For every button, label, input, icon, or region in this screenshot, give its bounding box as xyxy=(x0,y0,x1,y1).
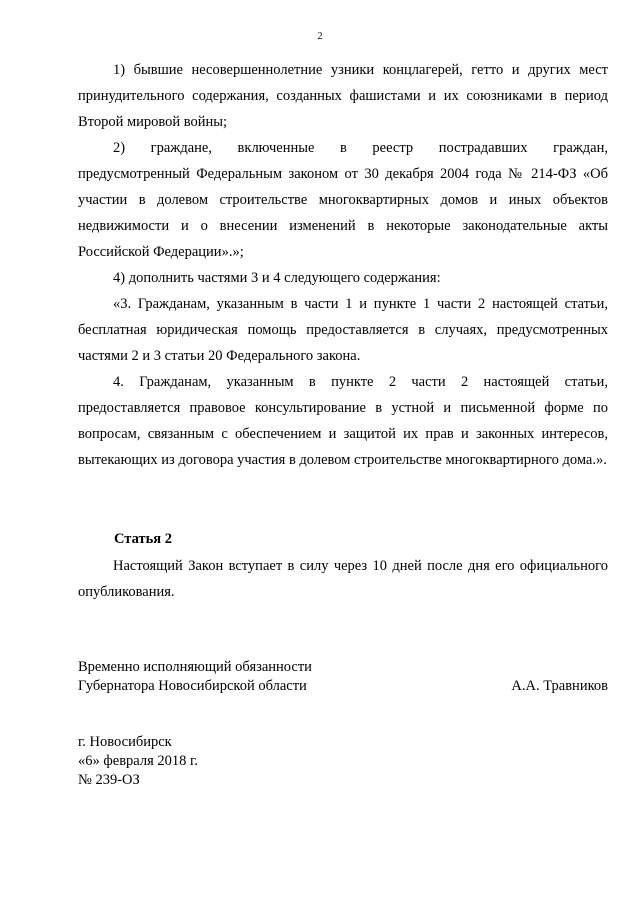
place-date-block xyxy=(78,733,198,790)
paragraph-former-prisoners: 1) бывшие несовершеннолетние узники концлагерей, гетто и других мест принудительного содержания, созданных фашистами и их союзниками в период Второй мировой войны; xyxy=(78,62,608,130)
signatory-name: А.А. Травников xyxy=(511,678,608,694)
article-body xyxy=(78,553,608,605)
law-number: № 239-ОЗ xyxy=(78,772,140,788)
signature-block xyxy=(78,658,608,696)
page-number: 2 xyxy=(317,31,323,42)
article-2-text: Настоящий Закон вступает в силу через 10 дней после дня его официального опубликования. xyxy=(78,558,608,600)
signatory-title-line-2: Губернатора Новосибирской области xyxy=(78,678,307,694)
paragraph-registry-citizens: 2) граждане, включенные в реестр пострадавших граждан, предусмотренный Федеральным законом от 30 декабря 2004 года № 214-ФЗ «Об участии в долевом строительстве многоквартирных домов и иных объектов недвижимости и о внесении изменений в некоторые законодательные акты Российской Федерации».»; xyxy=(78,140,608,260)
paragraph-part-3: «3. Гражданам, указанным в части 1 и пункте 1 части 2 настоящей статьи, бесплатная юридическая помощь предоставляется в случаях, предусмотренных частями 2 и 3 статьи 20 Федерального закона. xyxy=(78,296,608,364)
paragraph-part-4: 4. Гражданам, указанным в пункте 2 части 2 настоящей статьи, предоставляется правовое консультирование в устной и письменной форме по вопросам, связанным с обеспечением и защитой их прав и законных интересов, вытекающих из договора участия в долевом строительстве многоквартирного дома.». xyxy=(78,374,608,468)
city: г. Новосибирск xyxy=(78,734,172,750)
document-body xyxy=(78,57,608,473)
paragraph-amendment-intro: 4) дополнить частями 3 и 4 следующего содержания: xyxy=(113,270,441,286)
date: «6» февраля 2018 г. xyxy=(78,753,198,769)
signatory-title-line-1: Временно исполняющий обязанности xyxy=(78,659,312,675)
article-heading: Статья 2 xyxy=(114,531,172,547)
